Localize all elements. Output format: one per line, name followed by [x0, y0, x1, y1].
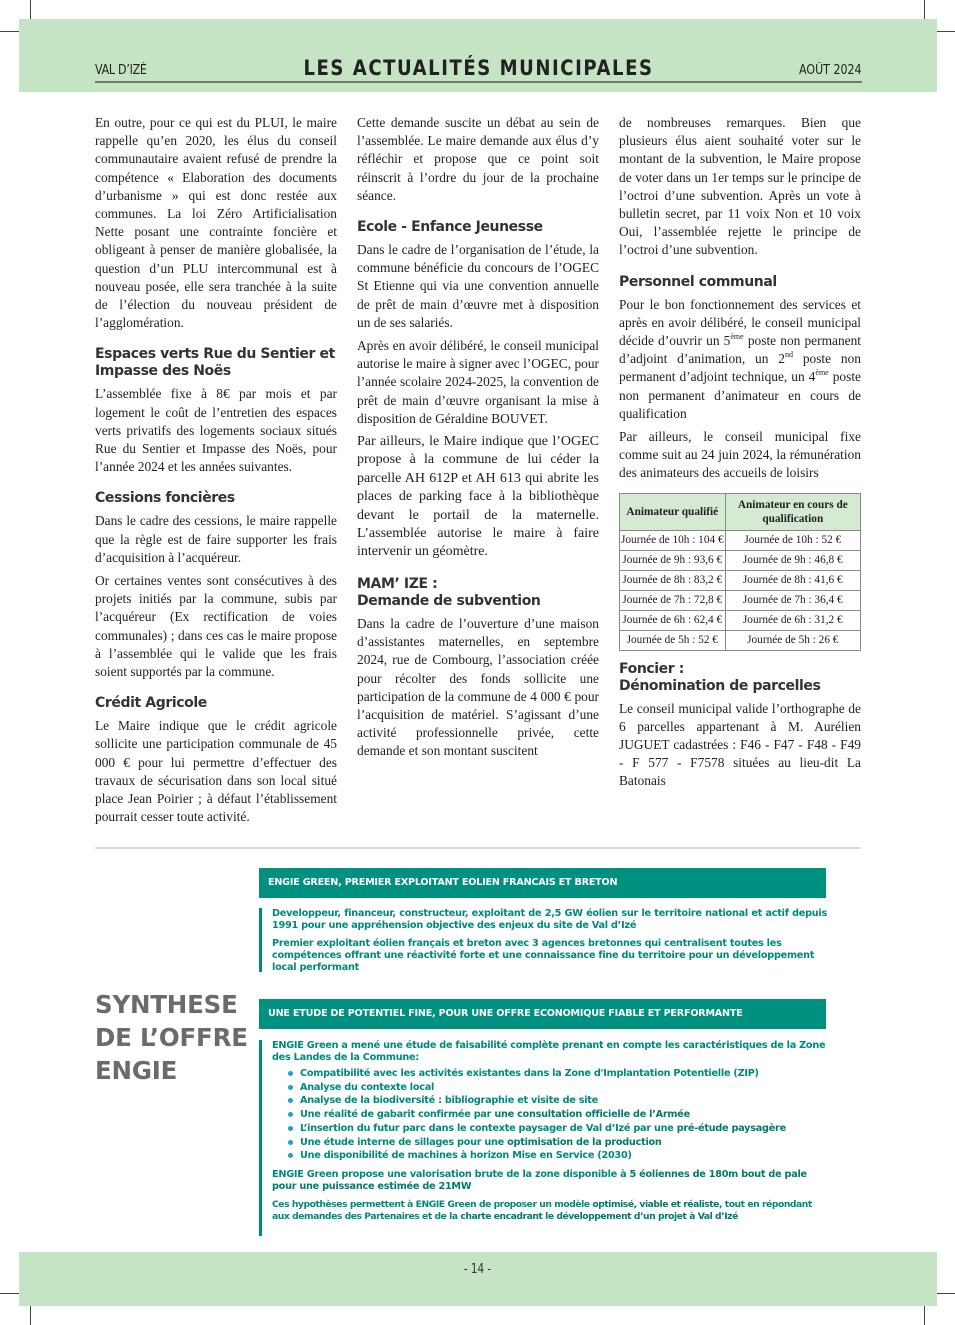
- foncier-title-line-2: Dénomination de parcelles: [619, 677, 821, 694]
- text-run: L’insertion du futur parc dans le contexte paysager de Val d’Izé par une: [300, 1122, 677, 1134]
- table-row: [620, 570, 861, 590]
- crop-mark: [935, 31, 955, 32]
- text-run: Ces hypothèses permettent à ENGIE Green de proposer un modèle: [272, 1198, 593, 1210]
- foncier-paragraph: Le conseil municipal valide l’orthographe de 6 parcelles appartenant à M. Aurélien JUGUET cadastrées : F46 - F47 - F48 - F49 - F 577 - F7578 situées au lieu-dit La Batonais: [619, 700, 861, 789]
- mam-continued-paragraph: de nombreuses remarques. Bien que plusieurs élus aient souhaité voter sur le montant de la subvention, le Maire propose de voter dans un 1er temps sur le principe de l’octroi d’une subvention. Après un vote à bulletin secret, par 11 voix Non et 10 voix Oui, l’assemblée rejette le principe de l’octroi d’une subvention.: [619, 115, 861, 258]
- engie-hypotheses-paragraph: [272, 1199, 827, 1223]
- personnel-paragraph-1: [619, 296, 861, 423]
- crop-mark: [0, 31, 20, 32]
- highlight-text: 5 éoliennes de 180m bout de pale pour une puissance estimée de 21MW: [272, 1168, 807, 1192]
- engie-block-1-paragraph: Developpeur, financeur, constructeur, exploitant de 2,5 GW éolien sur le territoire national et actif depuis 1991 pour une appréhension objective des enjeux du site de Val d’Izé: [272, 908, 827, 931]
- highlight-text: optimisé, viable et réaliste: [592, 1198, 719, 1210]
- crop-mark: [30, 0, 31, 20]
- personnel-paragraph-2: Par ailleurs, le conseil municipal fixe comme suit au 24 juin 2024, la rémunération des animateurs des accueils de loisirs: [619, 429, 861, 481]
- issue-date: AOÛT 2024: [799, 63, 862, 78]
- table-cell: Journée de 5h : 26 €: [725, 630, 860, 650]
- superscript: nd: [784, 350, 793, 360]
- list-item: [288, 1149, 827, 1163]
- table-cell: Journée de 7h : 72,8 €: [620, 590, 726, 610]
- section-title-personnel: Personnel communal: [619, 273, 777, 290]
- synthesis-title: [95, 988, 248, 1087]
- espaces-verts-paragraph: L’assemblée fixe à 8€ par mois et par logement le coût de l’entretien des espaces verts privatifs des logements sociaux situés Rue du Sentier et Impasse des Noës, pour l’année 2024 et les années suivantes.: [95, 386, 337, 475]
- column-2: [357, 114, 599, 766]
- page-header: [95, 56, 862, 80]
- page-title: LES ACTUALITÉS MUNICIPALES: [303, 56, 654, 80]
- ecole-paragraph-1: Dans le cadre de l’organisation de l’étude, la commune bénéficie du concours de l’OGEC St Etienne qui via une convention annuelle de prêt de main d’œuvre met à disposition un de ses salariés.: [357, 242, 599, 330]
- text-run: Analyse du contexte local: [300, 1081, 435, 1093]
- bullet-icon: [288, 1153, 293, 1158]
- engie-banner-2: UNE ETUDE DE POTENTIEL FINE, POUR UNE OFFRE ECONOMIQUE FIABLE ET PERFORMANTE: [259, 999, 826, 1029]
- bullet-icon: [288, 1098, 293, 1103]
- text-run: Compatibilité avec les activités existantes dans la Zone d'Implantation Potentielle (ZIP): [300, 1068, 759, 1079]
- text-run: poste non permanent d’animateur en cours de qualification: [619, 369, 861, 421]
- synthesis-title-line: ENGIE: [95, 1056, 178, 1085]
- table-cell: Journée de 6h : 31,2 €: [725, 610, 860, 630]
- table-cell: Journée de 8h : 41,6 €: [725, 570, 860, 590]
- engie-block-1: [259, 908, 827, 972]
- table-row: [620, 590, 861, 610]
- section-title-espaces-verts: Espaces verts Rue du Sentier et Impasse des Noës: [95, 346, 335, 380]
- crop-mark: [30, 1305, 31, 1325]
- list-item: [288, 1108, 827, 1122]
- list-item: [288, 1067, 827, 1081]
- debat-paragraph: Cette demande suscite un débat au sein de l’assemblée. Le maire demande aux élus d’y réfléchir et propose que ce point soit réinscrit à l’ordre du jour de la prochaine séance.: [357, 115, 599, 203]
- superscript: ème: [815, 368, 829, 378]
- section-divider: [95, 847, 861, 849]
- text-run: poste non permanent d’adjoint technique, un 4: [619, 351, 861, 385]
- text-run: Analyse de la biodiversité : bibliographie et visite de site: [300, 1095, 598, 1107]
- highlight-text: pré-étude paysagère: [676, 1122, 786, 1134]
- cessions-paragraph-2: Or certaines ventes sont consécutives à des projets initiés par la commune, subis par l’acquéreur (Ex rectification de voies communales) ; dans ces cas le maire propose à l’assemblée qui le valide que les frais soient supportés par la commune.: [95, 573, 337, 680]
- text-run: Pour le bon fonctionnement des services et après en avoir délibéré, le conseil municipal décide d’ouvrir un 5: [619, 296, 861, 349]
- engie-study-intro: ENGIE Green a mené une étude de faisabilité complète prenant en compte les caractéristiques de la Zone des Landes de la Commune:: [272, 1040, 826, 1063]
- superscript: ème: [730, 332, 744, 342]
- table-cell: Journée de 5h : 52 €: [620, 630, 726, 650]
- engie-block-2: [259, 1040, 827, 1236]
- engie-banner-1: ENGIE GREEN, PREMIER EXPLOITANT EOLIEN FRANCAIS ET BRETON: [259, 868, 826, 898]
- table-cell: Journée de 9h : 46,8 €: [725, 550, 860, 570]
- table-header-cell: Animateur qualifié: [620, 493, 726, 530]
- text-run: Une disponibilité de machines à horizon Mise en Service (2030): [300, 1150, 632, 1162]
- highlight-text: charte encadrant le développement d’un projet à Val d’Izé: [460, 1210, 738, 1222]
- ecole-paragraph-3: Par ailleurs, le Maire indique que l’OGEC propose à la commune de lui céder la parcelle AH 612P et AH 613 qui abrite les places de parking face à la bibliothèque devant le portail de la maternelle. L’assemblée autorise le maire à faire intervenir un géomètre.: [357, 434, 599, 560]
- bullet-icon: [288, 1126, 293, 1131]
- crop-mark: [924, 0, 925, 20]
- list-item: [288, 1094, 827, 1108]
- footer-band: [19, 1252, 937, 1306]
- bullet-icon: [288, 1140, 293, 1145]
- foncier-title-line-1: Foncier :: [619, 660, 684, 677]
- column-3: [619, 114, 861, 796]
- engie-study-list: [288, 1067, 827, 1163]
- bullet-icon: [288, 1112, 293, 1117]
- table-header-row: [620, 493, 861, 530]
- page-number: - 14 -: [463, 1262, 492, 1277]
- table-cell: Journée de 10h : 52 €: [725, 530, 860, 550]
- synthesis-title-line: SYNTHESE: [95, 990, 238, 1019]
- list-item: [288, 1136, 827, 1150]
- section-title-cessions: Cessions foncières: [95, 490, 235, 507]
- ecole-paragraph-2: Après en avoir délibéré, le conseil municipal autorise le maire à signer avec l’OGEC, pour l’année scolaire 2024-2025, la convention de prêt de main d’œuvre organisant la mise à disposition de Géraldine BOUVET.: [357, 338, 599, 426]
- plui-paragraph: En outre, pour ce qui est du PLUI, le maire rappelle qu’en 2020, les élus du conseil communautaire avaient refusé de prendre la compétence « Elaboration des documents d’urbanisme » qui est donc restée aux communes. La loi Zéro Artificialisation Nette posant une contrainte foncière et obligeant à penser de manière globalisée, la question d’un PLU intercommunal est à nouveau posée, elle sera tranchée à la suite de l’élection du nouveau président de l’agglomération.: [95, 115, 337, 331]
- engie-block-1-paragraph: Premier exploitant éolien français et breton avec 3 agences bretonnes qui centralisent toutes les compétences offrant une réactivité forte et une connaissance fine du territoire pour un développement local performant: [272, 938, 815, 973]
- text-run: Une réalité de gabarit confirmée par: [300, 1109, 495, 1121]
- table-cell: Journée de 9h : 93,6 €: [620, 550, 726, 570]
- highlight-text: optimisation de la production: [507, 1136, 662, 1148]
- credit-agricole-paragraph: Le Maire indique que le crédit agricole sollicite une participation communale de 45 000 € pour lui permettre d’effectuer des travaux de sécurisation dans son local situé place Jean Poirier ; à défaut l’établissement pourrait cesser toute activité.: [95, 718, 337, 825]
- list-item: [288, 1122, 827, 1136]
- text-run: poste non permanent d’adjoint d’animation, un 2: [619, 333, 861, 367]
- engie-valorisation-paragraph: [272, 1169, 827, 1193]
- table-cell: Journée de 7h : 36,4 €: [725, 590, 860, 610]
- text-run: ENGIE Green propose une valorisation brute de la zone disponible à: [272, 1168, 630, 1180]
- table-cell: Journée de 6h : 62,4 €: [620, 610, 726, 630]
- crop-mark: [935, 1293, 955, 1294]
- column-1: [95, 114, 337, 832]
- text-run: Une étude interne de sillages pour une: [300, 1136, 508, 1148]
- table-cell: Journée de 8h : 83,2 €: [620, 570, 726, 590]
- section-title-foncier: [619, 661, 861, 695]
- table-row: [620, 530, 861, 550]
- header-rule: [95, 81, 862, 83]
- table-header-cell: Animateur en cours de qualification: [725, 493, 860, 530]
- table-row: [620, 550, 861, 570]
- synthesis-title-line: DE L’OFFRE: [95, 1023, 248, 1052]
- section-title-credit-agricole: Crédit Agricole: [95, 695, 207, 712]
- section-title-ecole: Ecole - Enfance Jeunesse: [357, 219, 543, 236]
- bullet-icon: [288, 1071, 293, 1076]
- table-cell: Journée de 10h : 104 €: [620, 530, 726, 550]
- mam-title-line-1: MAM’ IZE :: [357, 575, 438, 592]
- mam-paragraph: Dans la cadre de l’ouverture d’une maison d’assistantes maternelles, en septembre 2024, rue de Combourg, l’association créée pour récolter des fonds sollicite une participation de la commune de 4 000 € pour l’acquisition de matériel. S’agissant d’une activité professionnelle privée, cette demande et son montant suscitent: [357, 615, 599, 759]
- highlight-text: une consultation officielle de l’Armée: [494, 1109, 690, 1121]
- mam-title-line-2: Demande de subvention: [357, 592, 541, 609]
- cessions-paragraph-1: Dans le cadre des cessions, le maire rappelle que la règle est de faire supporter les frais d’acquisition à l’acquéreur.: [95, 513, 337, 565]
- crop-mark: [924, 1305, 925, 1325]
- bullet-icon: [288, 1085, 293, 1090]
- table-row: [620, 630, 861, 650]
- list-item: [288, 1081, 827, 1095]
- town-name: VAL D’IZÉ: [95, 63, 147, 78]
- table-row: [620, 610, 861, 630]
- remuneration-table: [619, 493, 861, 651]
- section-title-mam: [357, 576, 599, 610]
- crop-mark: [0, 1293, 20, 1294]
- text-run: , tout en répondant aux demandes des Partenaires et de la: [272, 1198, 812, 1222]
